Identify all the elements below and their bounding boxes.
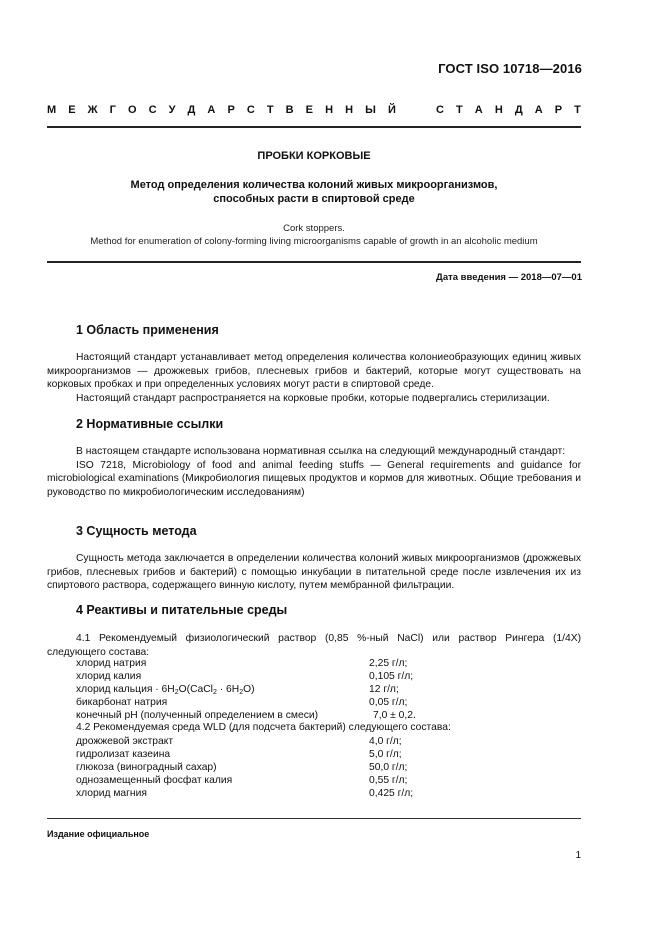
composition-row — [76, 748, 581, 761]
section-2-heading: 2 Нормативные ссылки — [76, 417, 224, 431]
component-value: 0,105 г/л; — [369, 671, 414, 682]
component-value: 0,425 г/л; — [369, 788, 414, 799]
component-value: 7,0 ± 0,2. — [373, 710, 416, 721]
component-name: глюкоза (виноградный сахар) — [76, 762, 217, 773]
banner-letter: Н — [494, 104, 503, 116]
section-3-paragraph-1: Сущность метода заключается в определении количества колоний живых микроорганизмов (дрожжевых грибов, плесневых грибов и бактерий) с помощью инкубации в питательной среде после извлечения их из спиртового раствора, содержащего винную кислоту, путем мембранной фильтрации. — [47, 553, 581, 591]
component-name: дрожжевой экстракт — [76, 736, 174, 747]
banner-letter: Д — [514, 104, 523, 116]
section-1-paragraph-2: Настоящий стандарт распространяется на корковые пробки, которые подвергались стерилизации. — [76, 392, 550, 404]
top-rule — [47, 126, 581, 128]
standard-code: ГОСТ ISO 10718—2016 — [438, 61, 582, 76]
banner-letter: Т — [456, 104, 463, 116]
component-name: гидролизат казеина — [76, 749, 171, 760]
composition-row — [76, 657, 581, 670]
banner-letter: А — [534, 104, 543, 116]
official-edition-label: Издание официальное — [47, 829, 150, 839]
component-value: 50,0 г/л; — [369, 762, 408, 773]
component-name: бикарбонат натрия — [76, 697, 168, 708]
banner-letter: Н — [345, 104, 354, 116]
footer-rule — [47, 818, 581, 819]
banner-letter: Ы — [365, 104, 376, 116]
subtitle-line-2: способных расти в спиртовой среде — [213, 193, 415, 205]
composition-row — [76, 735, 581, 748]
section-4-clause-4-1 — [47, 632, 581, 659]
section-3-body — [47, 552, 581, 593]
introduction-date: Дата введения — 2018—07—01 — [436, 272, 582, 283]
page-number: 1 — [575, 850, 581, 861]
banner-letter: С — [148, 104, 157, 116]
english-title — [47, 222, 581, 248]
banner-letter: Г — [109, 104, 116, 116]
section-3-heading: 3 Сущность метода — [76, 524, 197, 538]
section-1-paragraph-1: Настоящий стандарт устанавливает метод определения количества колониеобразующих единиц живых микроорганизмов — дрожжевых грибов, плесневых грибов и бактерий, которые могут существовать на корковых пробках и при определенных условиях могут расти в спиртовой среде. — [47, 352, 581, 390]
section-4-heading: 4 Реактивы и питательные среды — [76, 603, 288, 617]
subtitle-line-1: Метод определения количества колоний живых микроорганизмов, — [130, 179, 498, 191]
banner-letter: Р — [227, 104, 235, 116]
banner-letter: В — [285, 104, 294, 116]
composition-row — [76, 774, 581, 787]
component-value: 0,55 г/л; — [369, 775, 408, 786]
title-rule — [47, 261, 581, 263]
clause-4-2-text: 4.2 Рекомендуемая среда WLD (для подсчета бактерий) следующего состава: — [76, 722, 451, 733]
component-value: 5,0 г/л; — [369, 749, 402, 760]
component-value: 0,05 г/л; — [369, 697, 408, 708]
section-2-paragraph-1: В настоящем стандарте использована нормативная ссылка на следующий международный стандарт: — [76, 446, 566, 457]
english-title-line-2: Method for enumeration of colony-forming living microorganisms capable of growth in an alcoholic medium — [90, 236, 538, 247]
composition-row — [76, 787, 581, 800]
banner-letter: У — [168, 104, 176, 116]
banner-letter: Т — [574, 104, 581, 116]
composition-row — [76, 670, 581, 683]
banner-letter: О — [127, 104, 137, 116]
section-4-clause-4-2 — [47, 721, 581, 735]
section-1-body — [47, 351, 581, 405]
component-value: 4,0 г/л; — [369, 736, 402, 747]
section-1-heading: 1 Область применения — [76, 323, 219, 337]
interstate-standard-banner — [47, 104, 581, 116]
banner-word-gap — [408, 104, 424, 116]
banner-letter: А — [474, 104, 483, 116]
english-title-line-1: Cork stoppers. — [283, 223, 345, 234]
composition-row — [76, 696, 581, 709]
banner-letter: Т — [266, 104, 274, 116]
document-title: ПРОБКИ КОРКОВЫЕ — [257, 150, 371, 162]
banner-letter: Й — [387, 104, 396, 116]
section-2-body — [47, 445, 581, 499]
component-name: конечный pH (полученный определением в смеси) — [76, 710, 319, 721]
component-name: хлорид магния — [76, 788, 147, 799]
banner-letter: Е — [68, 104, 76, 116]
component-name: хлорид кальция · $6H_2O(CaCl_2 \cdot 6H_2O)$ — [76, 684, 255, 696]
composition-row — [76, 761, 581, 774]
banner-letter: С — [246, 104, 255, 116]
banner-letter: Р — [554, 104, 563, 116]
banner-letter: Е — [305, 104, 314, 116]
banner-letter: С — [435, 104, 444, 116]
component-name: хлорид калия — [76, 671, 142, 682]
banner-letter: М — [47, 104, 57, 116]
composition-row — [76, 683, 581, 696]
banner-letter: Н — [325, 104, 334, 116]
document-subtitle — [47, 178, 581, 206]
component-value: 2,25 г/л; — [369, 658, 408, 669]
component-value: 12 г/л; — [369, 684, 399, 695]
banner-letter: Ж — [87, 104, 98, 116]
component-name: однозамещенный фосфат калия — [76, 775, 233, 786]
component-name: хлорид натрия — [76, 658, 147, 669]
banner-letter: Д — [187, 104, 196, 116]
section-2-paragraph-2: ISO 7218, Microbiology of food and animal feeding stuffs — General requirements and guidance for microbiological examinations (Микробиология пищевых продуктов и кормов для животных. Общие требования и руководство по микробиологическим исследованиям) — [47, 459, 581, 498]
banner-letter: А — [207, 104, 216, 116]
clause-4-1-text: 4.1 Рекомендуемый физиологический раствор (0,85 %-ный NaCl) или раствор Рингера (1/4X) следующего состава: — [47, 633, 581, 658]
